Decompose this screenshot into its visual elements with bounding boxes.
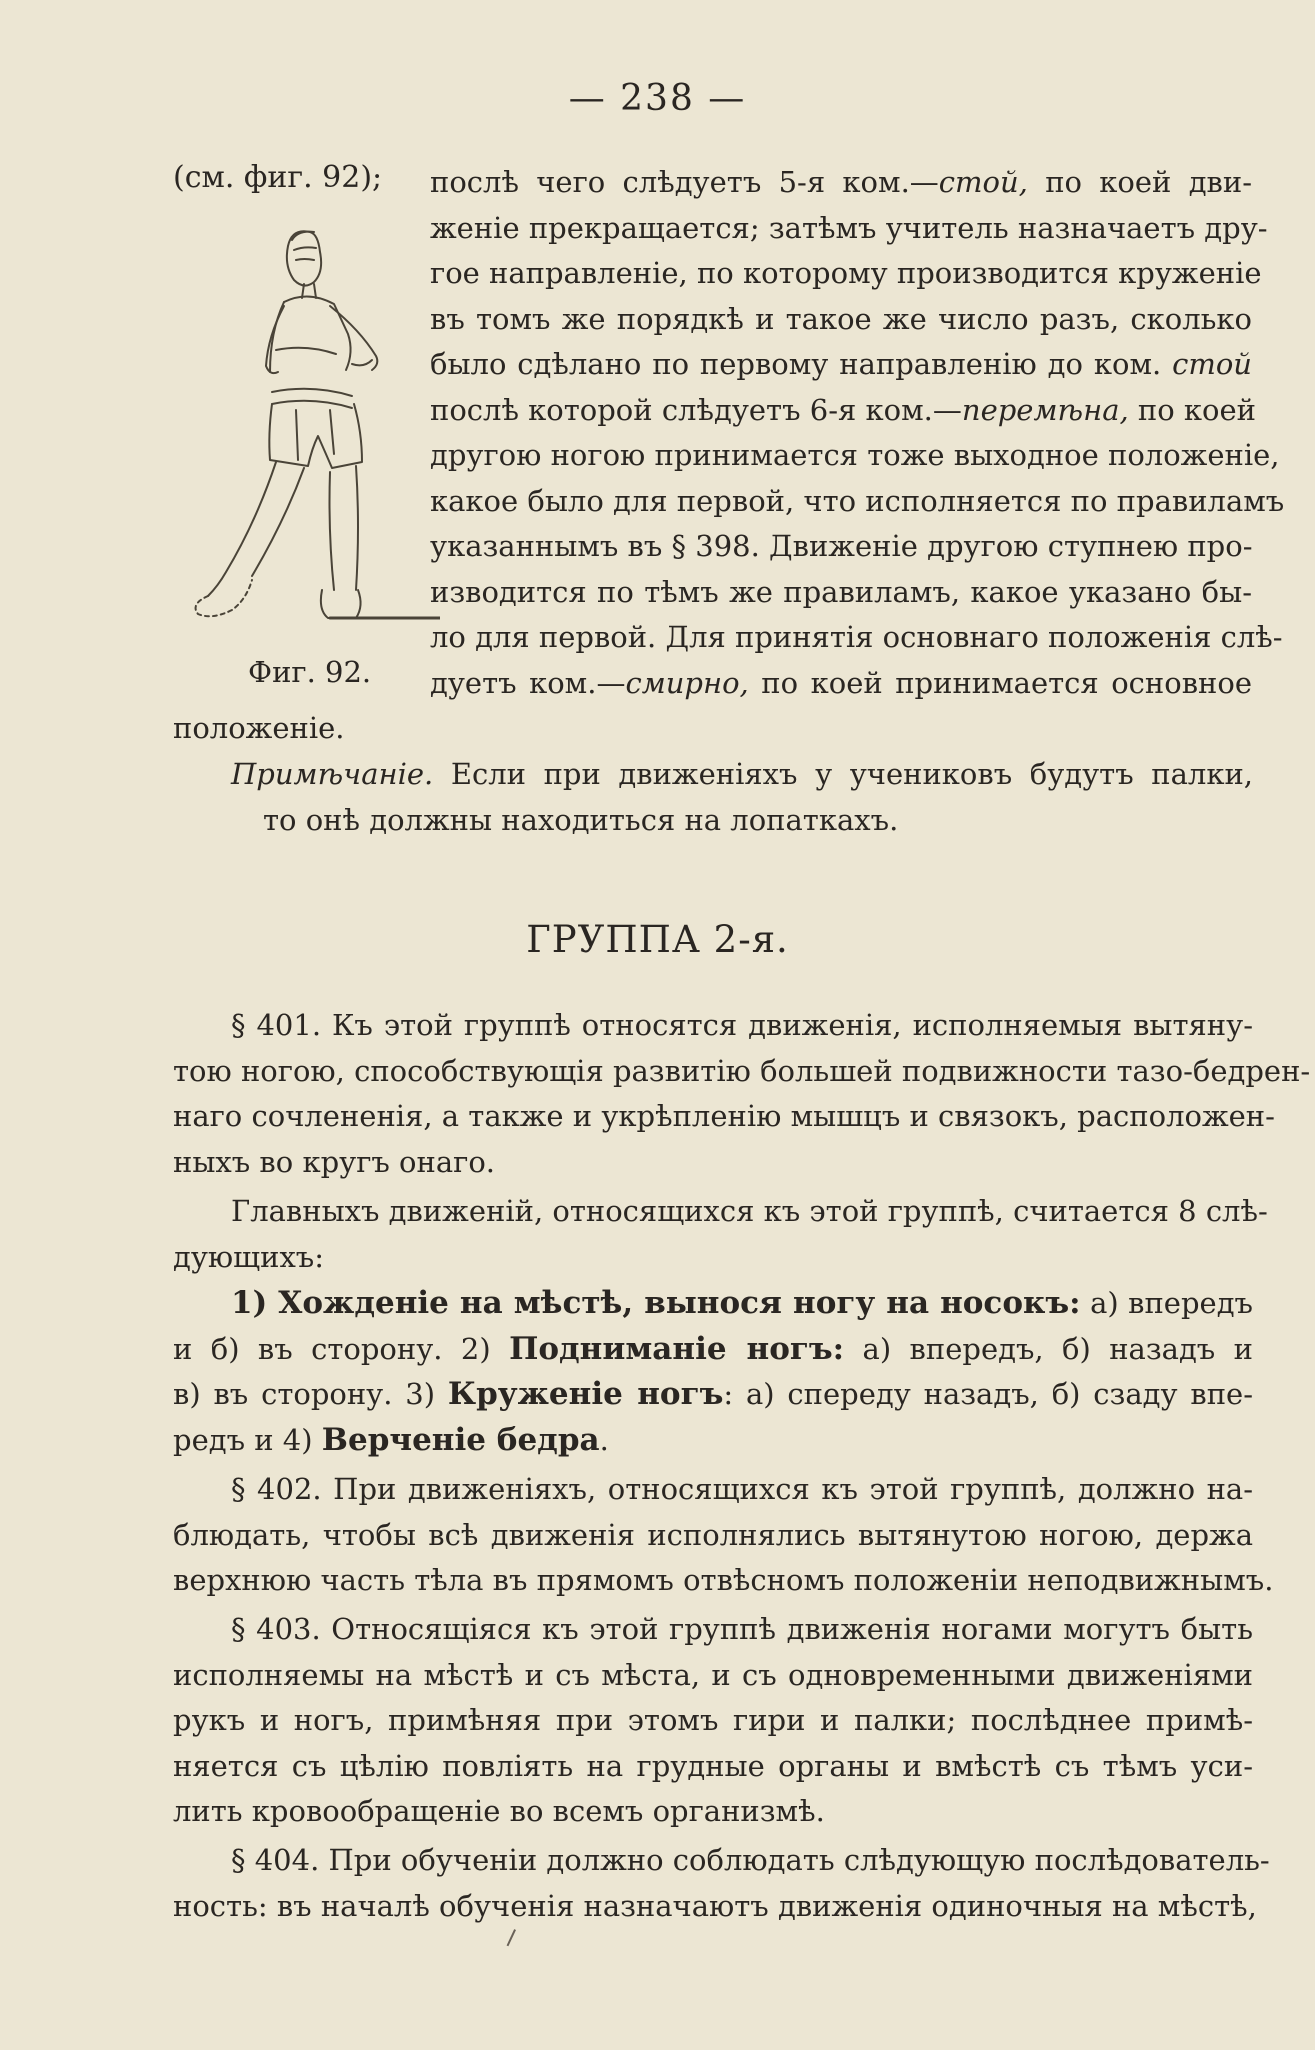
continuation-text (173, 706, 1253, 752)
text-line: и б) въ сторону. 2) Подниманіе ногъ: а) впередъ, б) назадъ и (173, 1330, 1253, 1367)
text-line: блюдать, чтобы всѣ движенія исполнялись вытянутою ногою, держа (173, 1517, 1253, 1552)
text-line: в) въ сторону. 3) Круженіе ногъ: а) спереду назадъ, б) сзаду впе- (173, 1376, 1254, 1412)
text-line: Примѣчаніе. Если при движеніяхъ у учениковъ будутъ палки, (231, 757, 1253, 791)
paragraph-404 (173, 1838, 1270, 1929)
text-line: указаннымъ въ § 398. Движеніе другою ступнею про- (430, 529, 1253, 563)
figure-reference: (см. фиг. 92); (173, 160, 383, 195)
text-line: послѣ которой слѣдуетъ 6-я ком.—перемѣна, по коей (430, 392, 1257, 427)
text-line: тою ногою, способствующія развитію большей подвижности тазо-бедрен- (173, 1053, 1311, 1088)
text-line: исполняемы на мѣстѣ и съ мѣста, и съ одновременными движеніями (173, 1657, 1253, 1692)
text-line: наго сочлененія, а также и укрѣпленію мышцъ и связокъ, расположен- (173, 1099, 1275, 1133)
text-line: лить кровообращеніе во всемъ организмѣ. (173, 1794, 825, 1828)
text-line: было сдѣлано по первому направленію до ком. стой (430, 347, 1252, 381)
text-line: верхнюю часть тѣла въ прямомъ отвѣсномъ положеніи неподвижнымъ. (173, 1563, 1274, 1597)
text-line: рукъ и ногъ, примѣняя при этомъ гири и палки; послѣднее примѣ- (173, 1703, 1253, 1737)
text-line: ныхъ во кругъ онаго. (173, 1144, 496, 1179)
paragraph-main-movements (173, 1189, 1268, 1280)
text-line: послѣ чего слѣдуетъ 5-я ком.—стой, по коей дви- (430, 165, 1253, 199)
group-heading: ГРУППА 2-я. (526, 918, 789, 961)
text-line: § 404. При обученіи должно соблюдать слѣдующую послѣдователь- (231, 1843, 1270, 1877)
paragraph-402 (173, 1467, 1274, 1604)
text-line: женіе прекращается; затѣмъ учитель назначаетъ дру- (430, 210, 1268, 245)
text-line: § 403. Относящіяся къ этой группѣ движенія ногами могутъ быть (231, 1612, 1253, 1646)
text-line: дующихъ: (173, 1239, 325, 1274)
note-paragraph (173, 752, 1253, 843)
text-line: дуетъ ком.—смирно, по коей принимается основное (430, 665, 1252, 700)
text-line: другою ногою принимается тоже выходное положеніе, (430, 438, 1280, 472)
figure-caption: Фиг. 92. (248, 655, 372, 689)
text-line: § 401. Къ этой группѣ относятся движенія, исполняемыя вытяну- (231, 1008, 1253, 1042)
text-line: положеніе. (173, 711, 345, 745)
paragraph-movement-list (173, 1281, 1253, 1463)
text-line: Главныхъ движеній, относящихся къ этой группѣ, считается 8 слѣ- (231, 1194, 1268, 1228)
text-line: редъ и 4) Верченіе бедра. (173, 1421, 609, 1458)
text-line: то онѣ должны находиться на лопаткахъ. (263, 802, 899, 837)
text-line: ло для первой. Для принятія основнаго положенія слѣ- (430, 620, 1283, 654)
ink-mark (507, 1929, 522, 1949)
paragraph-401 (173, 1003, 1311, 1185)
text-line: 1) Хожденіе на мѣстѣ, вынося ногу на носокъ: а) впередъ (231, 1285, 1254, 1321)
wrapped-paragraph (430, 160, 1285, 706)
text-line: гое направленіе, по которому производится круженіе (430, 256, 1262, 290)
text-line: няется съ цѣлію повліять на грудные органы и вмѣстѣ съ тѣмъ уси- (173, 1748, 1253, 1783)
text-line: въ томъ же порядкѣ и такое же число разъ, сколько (430, 301, 1252, 336)
paragraph-403 (173, 1607, 1253, 1835)
walking-figure-illustration (180, 210, 440, 630)
page-number: — 238 — (568, 78, 747, 119)
text-line: изводится по тѣмъ же правиламъ, какое указано бы- (430, 574, 1252, 609)
text-line: какое было для первой, что исполняется по правиламъ (430, 483, 1285, 518)
text-line: § 402. При движеніяхъ, относящихся къ этой группѣ, должно на- (231, 1472, 1253, 1506)
note-label: Примѣчаніе. (231, 757, 434, 791)
text-line: ность: въ началѣ обученія назначаютъ движенія одиночныя на мѣстѣ, (173, 1888, 1257, 1923)
